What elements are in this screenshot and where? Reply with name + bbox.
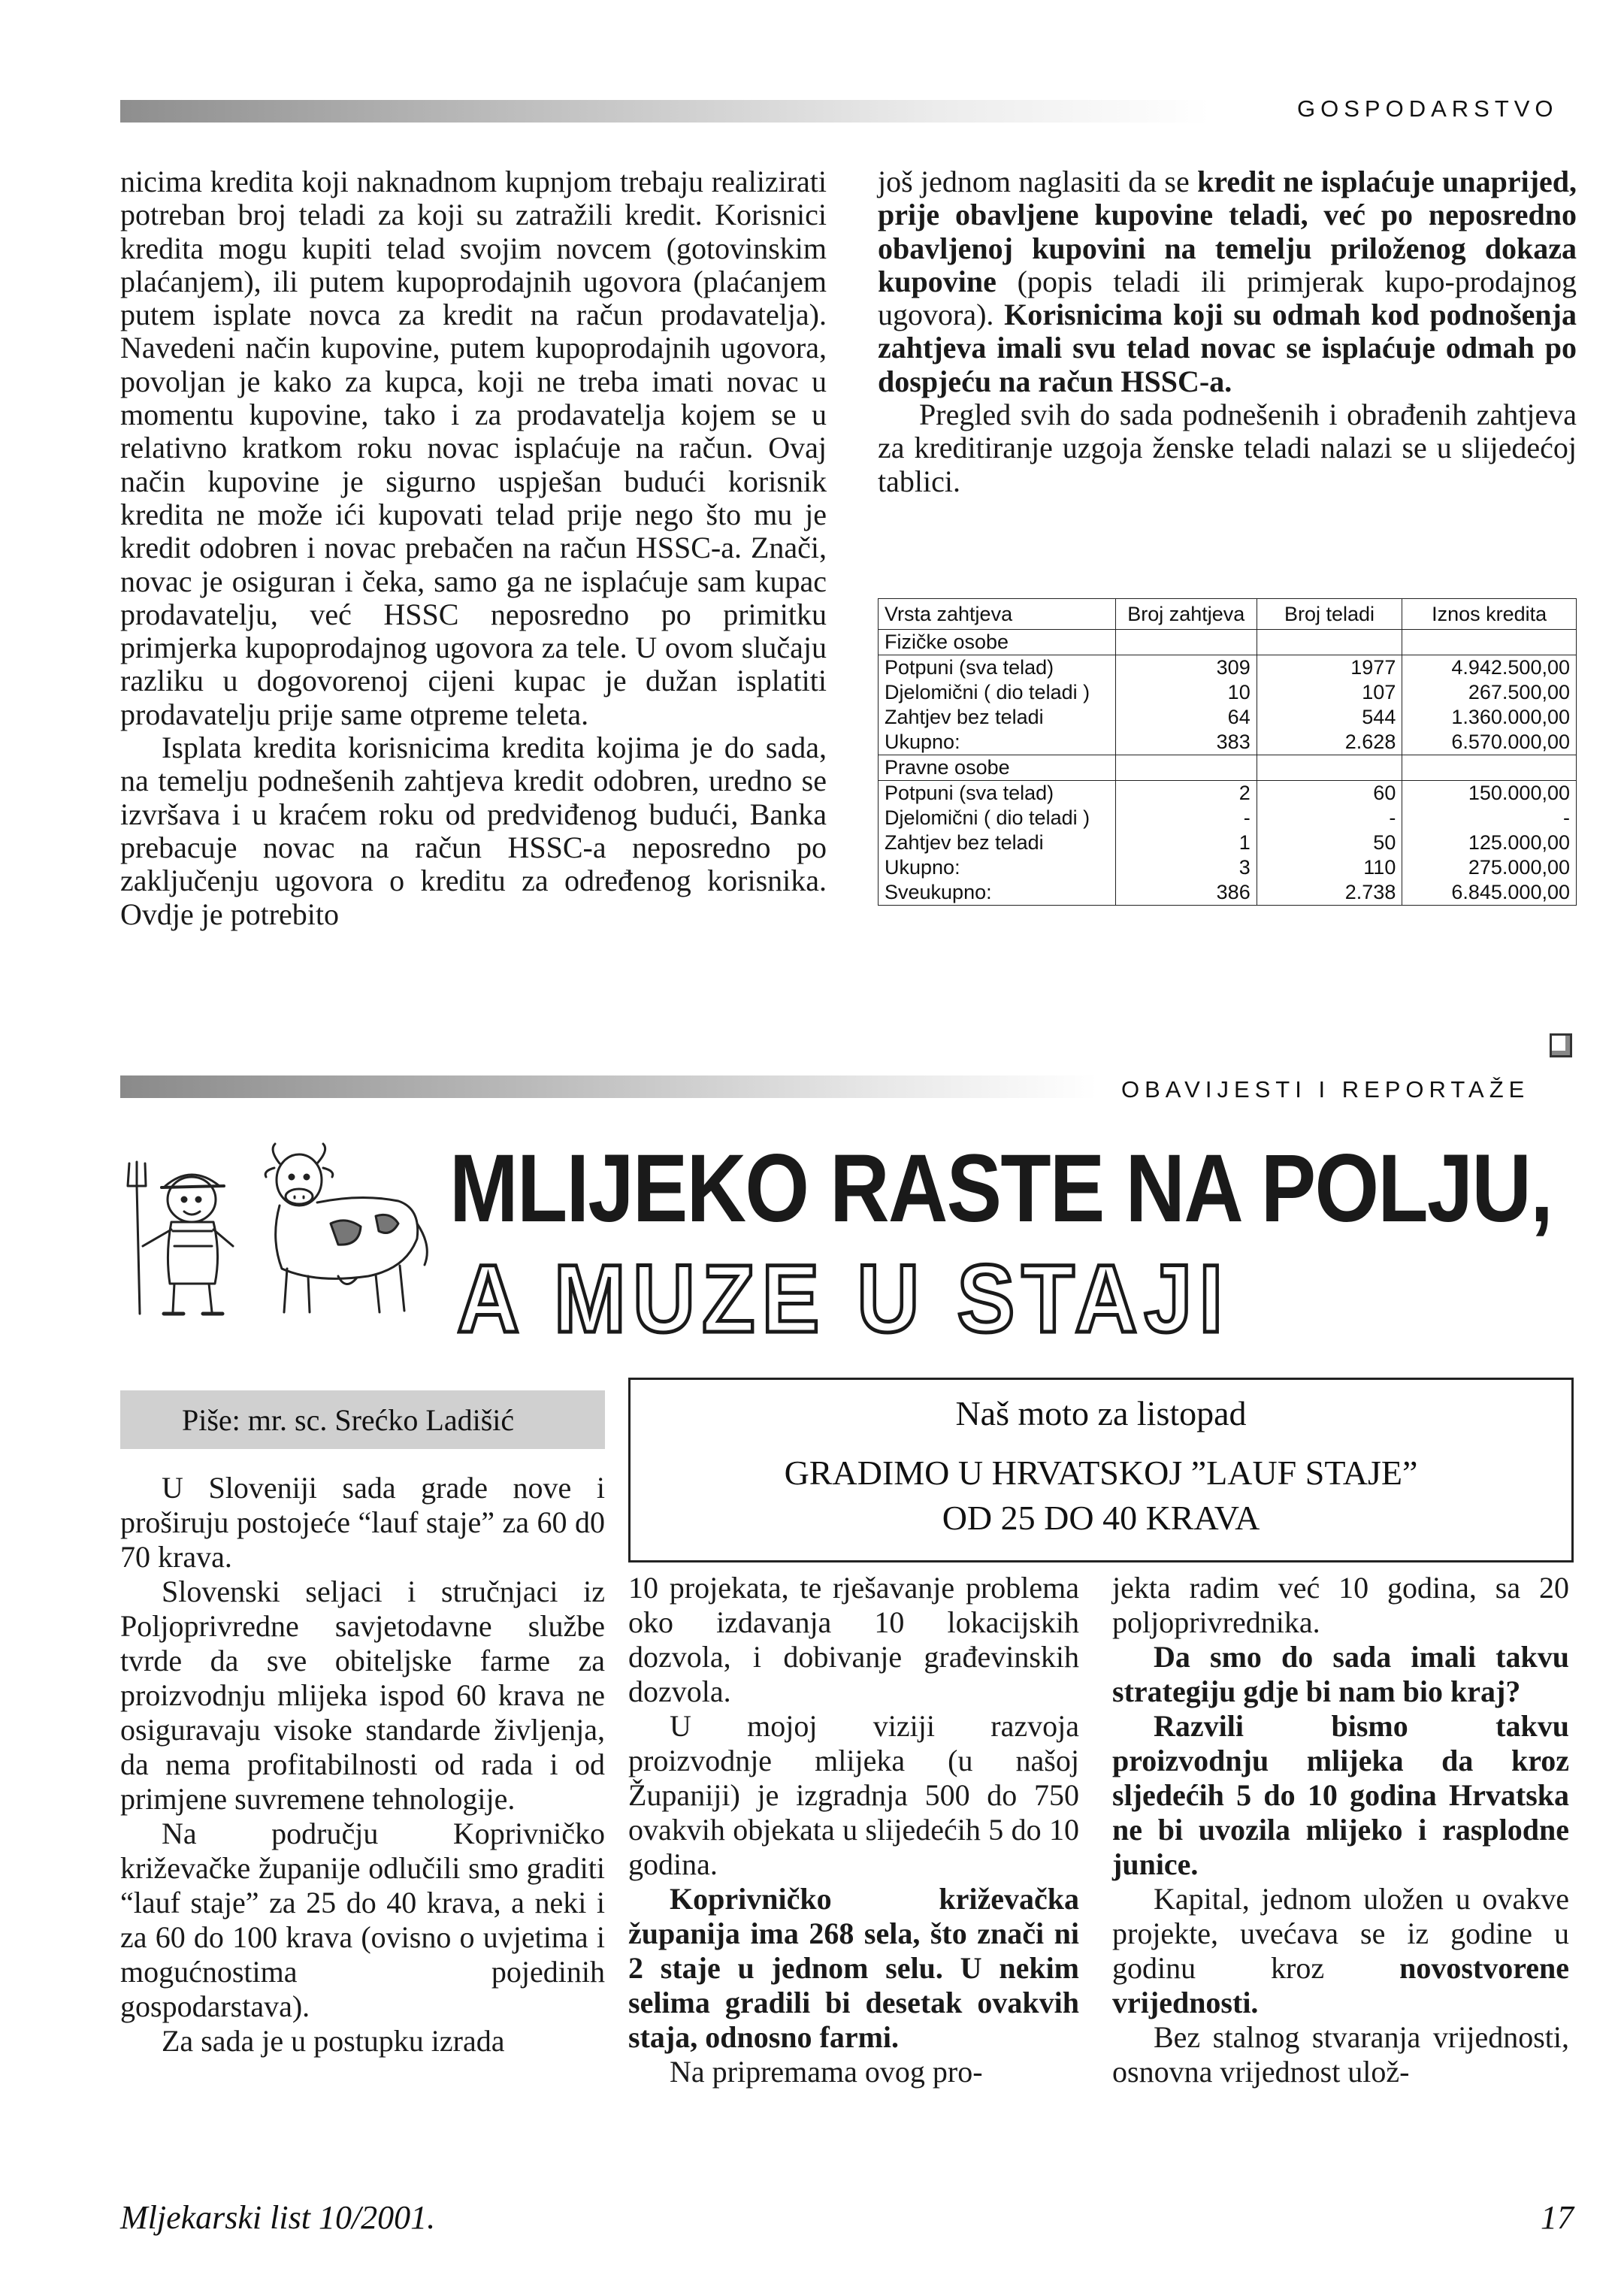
table-cell: Sveukupno: [879,880,1116,906]
paragraph: Razvili bismo takvu proizvodnju mlijeka da kroz sljedećih 5 do 10 godina Hrvatska ne bi uvozila mlijeko i rasplodne junice. [1112,1709,1569,1881]
table-cell: Zahtjev bez teladi [879,830,1116,855]
table-header-cell: Vrsta zahtjeva [879,599,1116,630]
paragraph: još jednom naglasiti da se kredit ne isplaćuje unaprijed, prije obavljene kupovine teladi, već po neposredno obavljenoj kupovini na temelju priloženog dokaza kupovine (popis teladi ili primjerak kupo-prodajnog ugovora). Korisnicima koji su odmah kod podnošenja zahtjeva imali svu telad novac se isplaćuje odmah po dospjeću na račun HSSC-a. [878,165,1577,398]
table-cell: 2.738 [1257,880,1402,906]
table-cell: 2 [1115,781,1257,806]
paragraph: Bez stalnog stvaranja vrijednosti, osnovna vrijednost ulož- [1112,2020,1569,2089]
motto-box [628,1378,1574,1562]
table-cell: 6.570.000,00 [1402,730,1577,755]
table-cell: 275.000,00 [1402,855,1577,880]
table-cell: - [1402,806,1577,830]
paragraph: Na pripremama ovog pro- [670,2055,983,2089]
paragraph: Kapital, jednom uložen u ovakve projekte, uvećava se iz godine u godinu kroz novostvorene vrijednosti. [1112,1882,1569,2019]
table-cell: 50 [1257,830,1402,855]
end-of-article-square-icon [1550,1033,1572,1057]
table-cell: Djelomični ( dio teladi ) [879,806,1116,830]
table-cell: Potpuni (sva telad) [879,781,1116,806]
paragraph: jekta radim već 10 godina, sa 20 poljoprivrednika. [1112,1571,1569,1639]
section-gradient-bar [120,1075,1097,1098]
table-header-row [879,599,1577,630]
table-cell: 10 [1115,680,1257,705]
table-header-cell: Broj zahtjeva [1115,599,1257,630]
section-label-obavijesti: OBAVIJESTI I REPORTAŽE [1121,1076,1530,1103]
table-row [879,830,1577,855]
paragraph: Koprivničko križevačka županija ima 268 sela, što znači ni 2 staje u jednom selu. U nekim selima gradili bi desetak ovakvih staja, odnosno farmi. [628,1882,1079,2054]
page-number: 17 [1541,2199,1574,2236]
table-header-cell: Iznos kredita [1402,599,1577,630]
table-row [879,680,1577,705]
paragraph: 10 projekata, te rješavanje problema oko izdavanja 10 lokacijskih dozvola, i dobivanje građevinskih dozvola. [628,1571,1079,1708]
article-column-3 [1112,1571,1569,2089]
paragraph: Za sada je u postupku izrada [162,2024,505,2058]
table-row [879,806,1577,830]
table-cell: - [1257,806,1402,830]
motto-heading: Naš moto za listopad [955,1394,1247,1432]
author-byline-bar [120,1390,605,1449]
table-cell: Potpuni (sva telad) [879,655,1116,681]
table-cell: 3 [1115,855,1257,880]
table-cell: 386 [1115,880,1257,906]
table-group-row [879,630,1577,655]
table-cell: 150.000,00 [1402,781,1577,806]
table-cell: Fizičke osobe [879,630,1116,655]
table-cell: 125.000,00 [1402,830,1577,855]
table-cell: Djelomični ( dio teladi ) [879,680,1116,705]
table-cell: 544 [1257,705,1402,730]
farmer-cow-illustration [120,1133,436,1317]
paragraph: Pregled svih do sada podnešenih i obrađenih zahtjeva za kreditiranje uzgoja ženske teladi nalazi se u slijedećoj tablici. [878,398,1577,498]
table-cell: Ukupno: [879,730,1116,755]
table-header-cell: Broj teladi [1257,599,1402,630]
table-cell: 6.845.000,00 [1402,880,1577,906]
table-cell: 1 [1115,830,1257,855]
article-title-line1: MLIJEKO RASTE NA POLJU, [449,1135,1553,1242]
table-cell: 1.360.000,00 [1402,705,1577,730]
table-cell: 1977 [1257,655,1402,681]
table-cell: 60 [1257,781,1402,806]
table-cell: 110 [1257,855,1402,880]
paragraph: nicima kredita koji naknadnom kupnjom trebaju realizirati potreban broj teladi za koji su zatražili kredit. Korisnici kredita mogu kupiti telad svojim novcem (gotovinskim plaćanjem), ili putem kupoprodajnih ugovora (plaćanjem putem isplate novca za kredit na račun prodavatelja). Navedeni način kupovine, putem kupoprodajnih ugovora, povoljan je kako za kupca, koji ne treba imati novac u momentu kupovine, tako i za prodavatelja kojem se u relativno kratkom roku novac isplaćuje na račun. Ovaj način kupovine je sigurno uspješan budući korisnik kredita ne može ići kupovati telad prije nego što mu je kredit odobren i novac prebačen na račun HSSC-a. Znači, novac je osiguran i čeka, samo ga ne isplaćuje sam kupac prodavatelju, već HSSC neposredno po primitku primjerka kupoprodajnog ugovora za tele. U ovom slučaju razliku u dogovorenoj cijeni kupac je dužan isplatiti prodavatelju prije same otpreme teleta. [120,165,827,731]
paragraph: Slovenski seljaci i stručnjaci iz Poljoprivredne savjetodavne službe tvrde da sve obiteljske farme za proizvodnju mlijeka ispod 60 krava ne osiguravaju visoke standarde življenja, da nema profitabilnosti od rada i od primjene suvremene tehnologije. [120,1575,605,1816]
journal-footer: Mljekarski list 10/2001. [120,2199,436,2236]
paragraph: U mojoj viziji razvoja proizvodnje mlijeka (u našoj Županiji) je izgradnja 500 do 750 ovakvih objekata u slijedećih 5 do 10 godina. [628,1709,1079,1881]
paragraph: U Sloveniji sada grade nove i proširuju postojeće “lauf staje” za 60 d0 70 krava. [120,1471,605,1574]
table-cell: 107 [1257,680,1402,705]
table-row [879,855,1577,880]
top-left-column [120,165,827,931]
article-title-line2: A MUZE U STAJI [457,1245,1230,1353]
top-right-column [878,165,1577,498]
table-cell: 267.500,00 [1402,680,1577,705]
section-label-gospodarstvo: GOSPODARSTVO [1297,95,1559,122]
table-cell: Ukupno: [879,855,1116,880]
paragraph: Isplata kredita korisnicima kredita kojima je do sada, na temelju podnešenih zahtjeva kredit odobren, uredno se izvršava i u kraćem roku od predviđenog budući, Banka prebacuje novac na račun HSSC-a neposredno po zaključenju ugovora o kreditu za određenog korisnika. Ovdje je potrebito [120,731,827,931]
author-byline: Piše: mr. sc. Srećko Ladišić [182,1403,515,1437]
header-gradient-bar [120,100,1210,123]
article-column-1 [120,1471,605,2059]
article-column-2 [628,1571,1079,2089]
loan-requests-table [878,598,1577,906]
table-cell: Pravne osobe [879,755,1116,781]
table-row [879,781,1577,806]
table-row [879,655,1577,681]
table-cell: 2.628 [1257,730,1402,755]
table-group-row [879,755,1577,781]
table-cell: - [1115,806,1257,830]
table-cell: 4.942.500,00 [1402,655,1577,681]
paragraph: Na području Koprivničko križevačke županije odlučili smo graditi “lauf staje” za 25 do 40 krava, a neki i za 60 do 100 krava (ovisno o uvjetima i mogućnostima pojedinih gospodarstava). [120,1817,605,2023]
table-cell: 64 [1115,705,1257,730]
motto-line: OD 25 DO 40 KRAVA [942,1499,1260,1537]
table-row [879,730,1577,755]
paragraph: Da smo do sada imali takvu strategiju gdje bi nam bio kraj? [1112,1640,1569,1708]
motto-line: GRADIMO U HRVATSKOJ ”LAUF STAJE” [784,1454,1418,1492]
table-cell: 383 [1115,730,1257,755]
table-cell: 309 [1115,655,1257,681]
table-row [879,880,1577,906]
table-row [879,705,1577,730]
table-cell: Zahtjev bez teladi [879,705,1116,730]
